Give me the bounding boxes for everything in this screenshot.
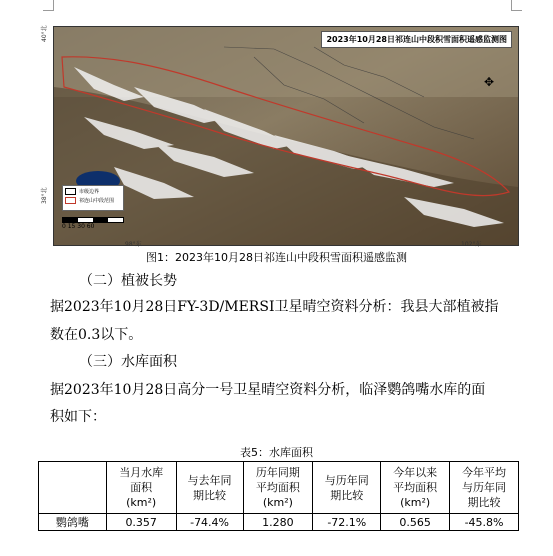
- vegetation-paragraph: 据2023年10月28日FY-3D/MERSI卫星晴空资料分析：我县大部植被指: [50, 299, 499, 315]
- scale-bar: [62, 217, 124, 230]
- table-cell: -72.1%: [313, 514, 381, 531]
- table-header-cell: 与历年同 期比较: [313, 462, 381, 514]
- legend-item: 祁连山中段范围: [79, 198, 115, 204]
- section-heading-vegetation: （二）植被长势: [79, 273, 177, 289]
- table-title: 表5：水库面积: [240, 446, 313, 459]
- table-cell: 0.565: [381, 514, 450, 531]
- table-header-cell: 历年同期 平均面积 (km²): [243, 462, 313, 514]
- legend-item: 市级边界: [79, 189, 100, 195]
- table-row: [39, 514, 519, 531]
- table-header-cell: 今年以来 平均面积 (km²): [381, 462, 450, 514]
- table-header-cell: 当月水库 面积 (km²): [106, 462, 176, 514]
- map-legend: [62, 185, 124, 211]
- table-header-cell: [39, 462, 107, 514]
- table-cell: -74.4%: [176, 514, 243, 531]
- lat-label-top: 40°北: [41, 25, 48, 42]
- reservoir-area-table: [38, 461, 519, 531]
- map-title: 2023年10月28日祁连山中段积雪面积遥感监测图: [321, 31, 512, 48]
- table-header-row: [39, 462, 519, 514]
- table-cell: 0.357: [106, 514, 176, 531]
- table-header-cell: 与去年同 期比较: [176, 462, 243, 514]
- reservoir-paragraph: 据2023年10月28日高分一号卫星晴空资料分析，临泽鹦鸽嘴水库的面: [50, 382, 486, 398]
- section-heading-reservoir: （三）水库面积: [79, 354, 177, 370]
- lat-label-bottom: 38°北: [41, 187, 48, 204]
- north-arrow-icon: ✥: [484, 75, 495, 89]
- scale-label: 0 15 30 60: [62, 223, 95, 230]
- vegetation-paragraph-cont: 数在0.3以下。: [50, 327, 143, 343]
- table-header-cell: 今年平均 与历年同 期比较: [450, 462, 519, 514]
- table-cell: -45.8%: [450, 514, 519, 531]
- lon-label-left: 98°东: [125, 241, 142, 248]
- reservoir-paragraph-cont: 积如下：: [50, 409, 106, 425]
- table-cell: 1.280: [243, 514, 313, 531]
- satellite-image: [53, 26, 519, 246]
- lon-label-right: 102°东: [461, 241, 482, 248]
- table-cell: 鹦鸽嘴: [39, 514, 107, 531]
- snow-monitoring-map: [37, 8, 517, 248]
- figure-caption: 图1：2023年10月28日祁连山中段积雪面积遥感监测: [146, 251, 407, 264]
